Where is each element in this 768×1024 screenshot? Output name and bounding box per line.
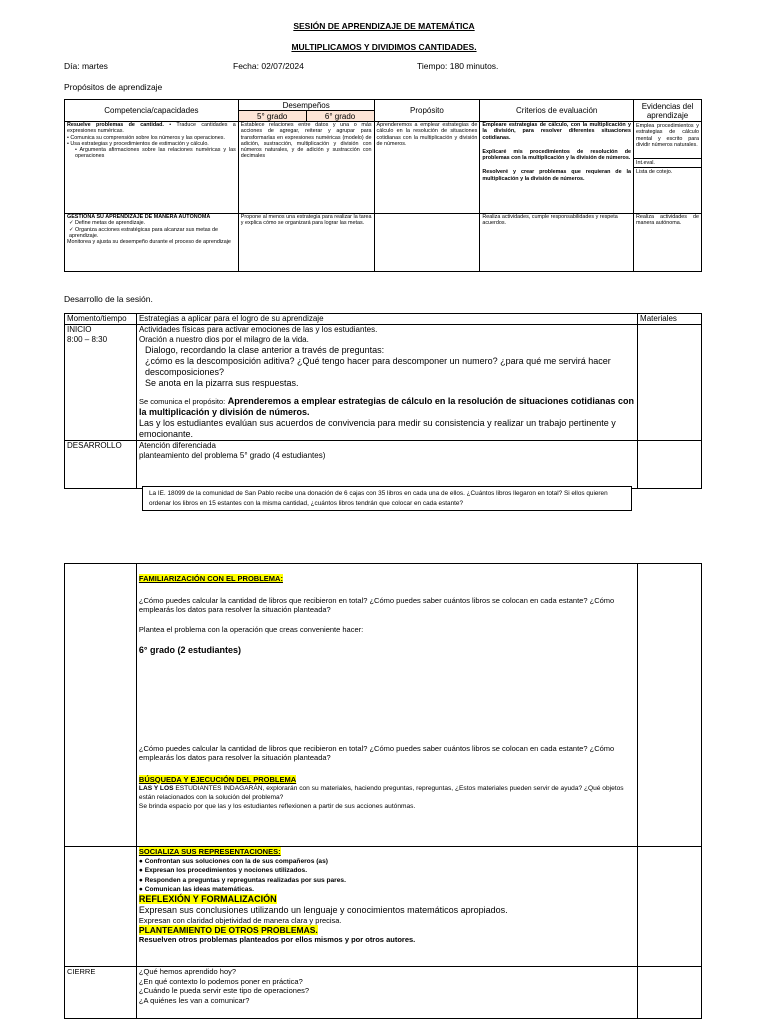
socializa-heading: SOCIALIZA SUS REPRESENTACIONES: [138,847,281,856]
propositos-label: Propósitos de aprendizaje [64,82,163,92]
header-criterios: Criterios de evaluación [480,100,634,122]
familiarizacion-cell: FAMILIARIZACIÓN CON EL PROBLEMA: ¿Cómo puedes calcular la cantidad de libros que recibieron en total? ¿Cómo puedes saber cuántos libros se colocan en cada estante? ¿Cómo emplearás los datos para resolver la situación planteada? Plantea el problema con la operación que creas conveniente hacer: 6° grado (2 estudiantes) ¿Cómo puedes calcular la cantidad de libros que recibieron en total? ¿Cómo puedes saber cuántos libros se colocan en cada estante? ¿Cómo emplearás los datos para resolver la situación planteada? BÚSQUEDA Y EJECUCIÓN DEL PROBLEMA LAS Y LOS ESTUDIANTES INDAGARÁN, explorarán con su materiales, haciendo preguntas, repreguntas, ¿Estos materiales pueden servir de ayuda? ¿Qué objetos están relacionados con la solución del problema? Se brinda espacio por que las y los estudiantes reflexionen a partir de sus acciones autónmas. [136,564,637,847]
proposito-autonoma-cell [374,214,480,272]
criterios-cell: Empleare estrategias de cálculo, con la multiplicación y la división, para resolver diferentes situaciones cotidianas. Explicaré mis procedimientos de resolución de problemas con la multiplicación y la división de números. Resolveré y crear problemas que requieran de la multiplicación y la división de números. [480,122,634,214]
header-competencia: Competencia/capacidades [65,100,239,122]
header-momento: Momento/tiempo [65,314,137,325]
tiempo-field: Tiempo: 180 minutos. [417,61,499,71]
document-subtitle: MULTIPLICAMOS Y DIVIDIMOS CANTIDADES. [291,42,477,52]
evidencias-cell: Emplea procedimientos y estrategias de cálculo mental y escrito para dividir números naturales. Int.eval. Lista de cotejo. [634,122,702,214]
reflexion-heading: REFLEXIÓN Y FORMALIZACIÓN [138,893,277,904]
cierre-estrategias: ¿Qué hemos aprendido hoy? ¿En qué contexto lo podemos poner en práctica? ¿Cuándo le pueda servir este tipo de operaciones? ¿A quiénes les van a comunicar? [136,967,637,1019]
cont-materiales-cell [638,564,702,847]
desarrollo-cell: DESARROLLO [65,441,137,489]
header-grado-5: 5° grado [238,111,306,122]
desempeno-cell: Establece relaciones entre datos y una o más acciones de agregar, reiterar y agrupar para transformarlas en expresiones numéricas (modelo) de adición, sustracción, multiplicación y división con números naturales, y de adición y sustracción con decimales [238,122,374,214]
fecha-field: Fecha: 02/07/2024 [233,61,304,71]
planteamiento-heading: PLANTEAMIENTO DE OTROS PROBLEMAS. [138,924,318,935]
competencias-table [64,99,702,272]
header-materiales: Materiales [638,314,702,325]
socializa-momento-cell [65,847,137,967]
header-proposito: Propósito [374,100,480,122]
continuation-table [64,563,702,1019]
desarrollo-table [64,313,702,489]
criterios-autonoma-cell: Realiza actividades, cumple responsabilidades y respeta acuerdos. [480,214,634,272]
socializa-materiales-cell [638,847,702,967]
competencia-autonoma-cell: GESTIONA SU APRENDIZAJE DE MANERA AUTÓNOMA ✓ Define metas de aprendizaje. ✓ Organiza acciones estratégicas para alcanzar sus metas de aprendizaje. Monitorea y ajusta su desempeño durante el proceso de aprendizaje [65,214,239,272]
socializa-cell: SOCIALIZA SUS REPRESENTACIONES: ● Confrontan sus soluciones con la de sus compañeros (as) ● Expresan los procedimientos y nociones utilizados. ● Responden a preguntas y repreguntas realizadas por sus pares. ● Comunican las ideas matemáticas. REFLEXIÓN Y FORMALIZACIÓN Expresan sus conclusiones utilizando un lenguaje y conocimientos matemáticos apropiados. Expresan con claridad objetividad de manera clara y precisa. PLANTEAMIENTO DE OTROS PROBLEMAS. Resuelven otros problemas planteados por ellos mismos y por otros autores. [136,847,637,967]
header-grado-6: 6° grado [306,111,374,122]
blank-work-area [139,656,635,744]
busqueda-heading: BÚSQUEDA Y EJECUCIÓN DEL PROBLEMA [138,774,297,784]
header-evidencias: Evidencias del aprendizaje [634,100,702,122]
desarrollo-label: Desarrollo de la sesión. [64,294,153,304]
desempeno-autonoma-cell: Propone al menos una estrategia para realizar la tarea y explica cómo se organizará para lograr las metas. [238,214,374,272]
dia-field: Día: martes [64,61,108,71]
familiarizacion-heading: FAMILIARIZACIÓN CON EL PROBLEMA: [138,574,283,583]
sexto-grado-heading: 6° grado (2 estudiantes) [138,645,242,655]
cierre-cell: CIERRE [65,967,137,1019]
evidencias-autonoma-cell: Realiza actividades de manera autónoma. [634,214,702,272]
inicio-cell: INICIO 8:00 – 8:30 [65,325,137,441]
header-desempenos: Desempeños [238,100,374,111]
proposito-cell: Aprenderemos a emplear estrategias de cálculo en la resolución de situaciones cotidianas con la multiplicación y división de números. [374,122,480,214]
competencia-cell: Resuelve problemas de cantidad. • Traduce cantidades a expresiones numéricas. • Comunica su comprensión sobre los números y las operaciones. • Usa estrategias y procedimientos de estimación y cálculo. • Argumenta afirmaciones sobre las relaciones numéricas y las operaciones [65,122,239,214]
cont-momento-cell [65,564,137,847]
problem-box: La IE. 18099 de la comunidad de San Pablo recibe una donación de 6 cajas con 35 libros en cada una de ellos. ¿Cuántos libros llegaron en total? Si ellos quieren ordenar los libros en 15 estantes con la misma cantidad, ¿cuántos libros tendrán que colocar en cada estante? [142,486,632,511]
desarrollo-materiales [638,441,702,489]
inicio-materiales [638,325,702,441]
inicio-estrategias: Actividades físicas para activar emociones de las y los estudiantes. Oración a nuestro dios por el milagro de la vida. Dialogo, recordando la clase anterior a través de preguntas: ¿cómo es la descomposición aditiva? ¿Qué tengo hacer para descomponer un numero? ¿para qué me servirá hacer descomposiciones? Se anota en la pizarra sus respuestas. Se comunica el propósito: Aprenderemos a emplear estrategias de cálculo en la resolución de situaciones cotidianas con la multiplicación y división de números. Las y los estudiantes evalúan sus acuerdos de convivencia para medir su consistencia y realizar un trabajo pertinente y emocionante. [136,325,637,441]
header-estrategias: Estrategias a aplicar para el logro de su aprendizaje [136,314,637,325]
cierre-materiales [638,967,702,1019]
desarrollo-estrategias: Atención diferenciada planteamiento del problema 5° grado (4 estudiantes) [136,441,637,489]
document-title: SESIÓN DE APRENDIZAJE DE MATEMÁTICA [293,21,475,31]
